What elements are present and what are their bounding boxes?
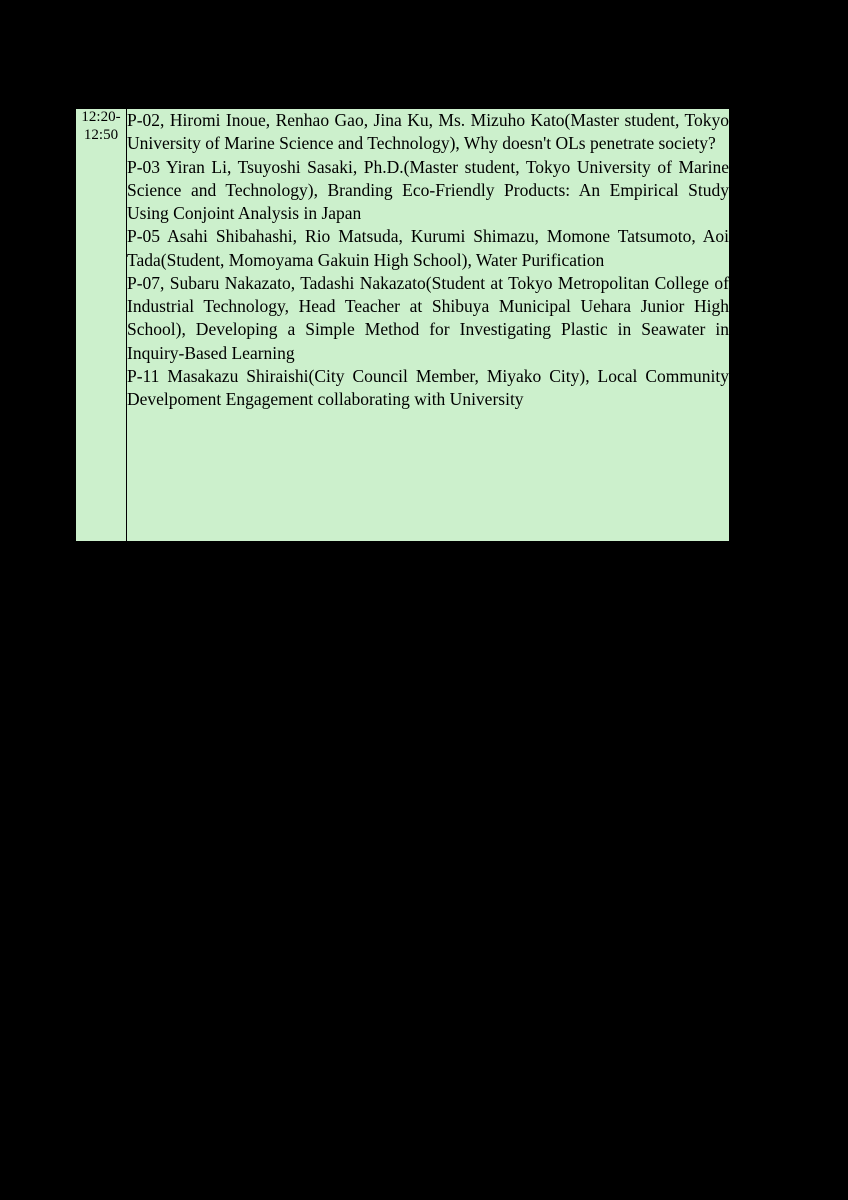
session-entry-p-07: P-07, Subaru Nakazato, Tadashi Nakazato(Student at Tokyo Metropolitan College of Industrial Technology, Head Teacher at Shibuya Municipal Uehara Junior High School), Developing a Simple Method for Investigating Plastic in Seawater in Inquiry-Based Learning [127,272,729,363]
session-list-cell [127,109,730,542]
time-slot-cell [76,109,127,542]
session-entry-p-05: P-05 Asahi Shibahashi, Rio Matsuda, Kurumi Shimazu, Momone Tatsumoto, Aoi Tada(Student, Momoyama Gakuin High School), Water Purification [127,226,729,270]
schedule-table [75,108,730,542]
schedule-table-body [76,109,730,542]
time-slot-start: 12:20- [81,109,121,125]
time-slot-end: 12:50 [83,126,119,143]
session-entry-p-02: P-02, Hiromi Inoue, Renhao Gao, Jina Ku, Ms. Mizuho Kato(Master student, Tokyo University of Marine Science and Technology), Why doesn't OLs penetrate society? [127,110,729,154]
table-row [76,109,730,542]
session-entry-p-03: P-03 Yiran Li, Tsuyoshi Sasaki, Ph.D.(Master student, Tokyo University of Marine Science and Technology), Branding Eco-Friendly Products: An Empirical Study Using Conjoint Analysis in Japan [127,156,729,224]
session-entry-p-11: P-11 Masakazu Shiraishi(City Council Member, Miyako City), Local Community Develpoment Engagement collaborating with University [127,365,729,410]
